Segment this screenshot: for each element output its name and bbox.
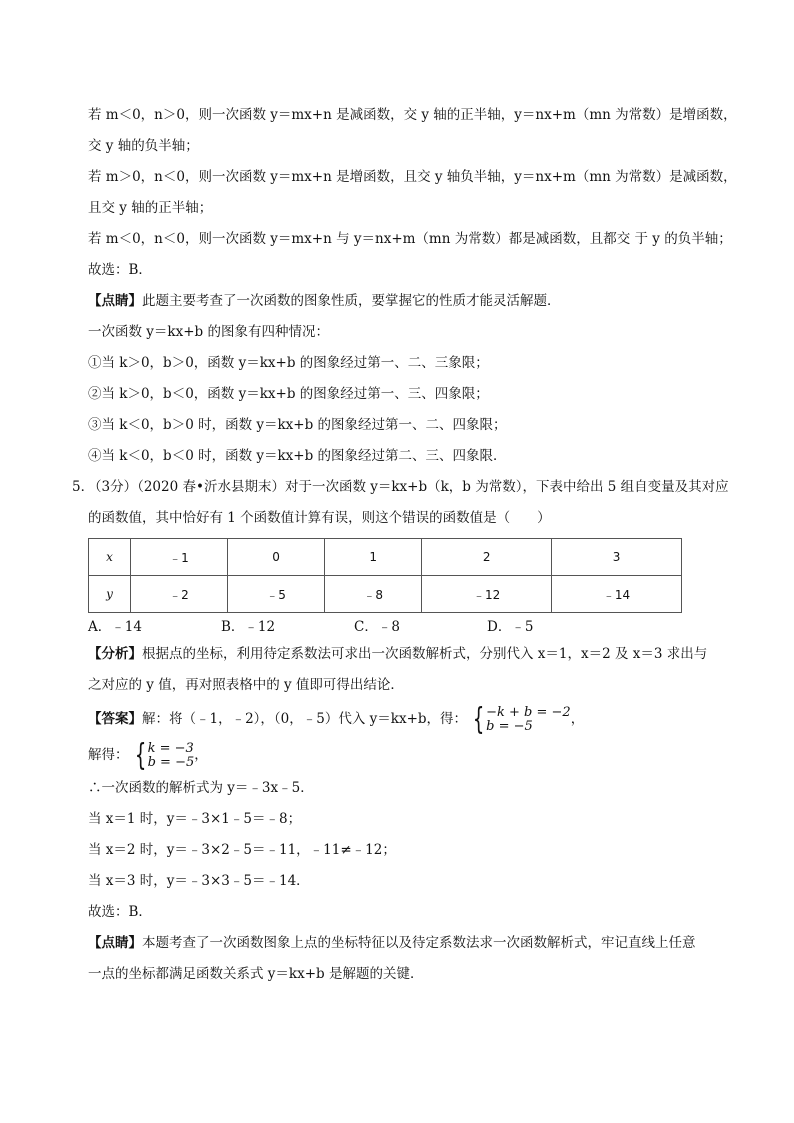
dianjing-2-line2: 一点的坐标都满足函数关系式 y＝kx+b 是解题的关键． — [88, 966, 424, 982]
dianjing-tag: 【点睛】 — [88, 935, 142, 951]
brace-icon: { — [134, 737, 146, 773]
table-cell: ﹣5 — [228, 576, 325, 613]
value-table — [88, 538, 682, 613]
analysis-tag: 【分析】 — [88, 646, 142, 662]
option-c[interactable]: C．﹣8 — [354, 619, 400, 635]
answer-step: ∴一次函数的解析式为 y＝﹣3x﹣5． — [88, 780, 314, 796]
case-item: ①当 k＞0，b＞0，函数 y＝kx+b 的图象经过第一、二、三象限； — [88, 355, 489, 371]
table-cell: ﹣2 — [130, 576, 227, 613]
table-cell: ﹣1 — [130, 539, 227, 576]
analysis-text: 根据点的坐标，利用待定系数法可求出一次函数解析式，分别代入 x＝1，x＝2 及 x＝3 求出与 — [142, 646, 708, 662]
analysis-line2: 之对应的 y 值，再对照表格中的 y 值即可得出结论． — [88, 677, 404, 693]
table-row-x — [89, 539, 682, 576]
question-text-line2: 的函数值，其中恰好有 1 个函数值计算有误，则这个错误的函数值是（ ） — [88, 510, 551, 526]
table-header-x: x — [89, 539, 131, 576]
answer-suffix: ， — [570, 711, 585, 727]
equation-system-2 — [131, 737, 195, 773]
table-cell: ﹣12 — [422, 576, 552, 613]
case-item: ②当 k＞0，b＜0，函数 y＝kx+b 的图象经过第一、三、四象限； — [88, 386, 489, 402]
answer — [88, 701, 708, 737]
dianjing-1 — [88, 286, 708, 317]
solve-prefix: 解得： — [88, 747, 129, 763]
intro-line: 若 m＜0，n＞0，则一次函数 y＝mx+n 是减函数，交 y 轴的正半轴，y＝nx+m（mn 为常数）是增函数， — [88, 107, 737, 123]
option-d[interactable]: D．﹣5 — [487, 619, 534, 635]
dianjing-2 — [88, 928, 708, 959]
table-row-y — [89, 576, 682, 613]
table-cell: ﹣8 — [325, 576, 422, 613]
table-cell: 2 — [422, 539, 552, 576]
page-content — [72, 100, 737, 990]
answer-step: 当 x＝2 时，y＝﹣3×2﹣5＝﹣11，﹣11≠﹣12； — [88, 842, 396, 858]
answer-options — [88, 615, 708, 639]
intro-line: 若 m＜0，n＜0，则一次函数 y＝mx+n 与 y＝nx+m（mn 为常数）都是减函数，且都交 于 y 的负半轴； — [88, 231, 732, 247]
equation: k = −3 — [147, 740, 194, 756]
option-b[interactable]: B．﹣12 — [221, 619, 276, 635]
answer-step: 当 x＝1 时，y＝﹣3×1﹣5＝﹣8； — [88, 811, 302, 827]
intro-line: 交 y 轴的负半轴； — [88, 138, 199, 154]
question-5 — [72, 472, 729, 503]
table-header-y: y — [89, 576, 131, 613]
answer-step: 故选：B． — [88, 904, 152, 920]
table-cell: 3 — [552, 539, 682, 576]
table-cell: 0 — [228, 539, 325, 576]
case-item: ④当 k＜0，b＜0 时，函数 y＝kx+b 的图象经过第二、三、四象限． — [88, 448, 507, 464]
intro-line: 故选：B． — [88, 262, 152, 278]
answer-step: 当 x＝3 时，y＝﹣3×3﹣5＝﹣14． — [88, 873, 310, 889]
question-text: （3分）（2020 春•沂水县期末）对于一次函数 y＝kx+b（k，b 为常数），下表中给出 5 组自变量及其对应 — [88, 479, 729, 495]
dianjing-text: 此题主要考查了一次函数的图象性质，要掌握它的性质才能灵活解题． — [142, 293, 561, 309]
equation: b = −5 — [147, 754, 195, 770]
question-number: 5． — [72, 479, 95, 495]
dianjing-tag: 【点睛】 — [88, 293, 142, 309]
table-cell: 1 — [325, 539, 422, 576]
solve-line — [88, 737, 708, 773]
dianjing-text: 本题考查了一次函数图象上点的坐标特征以及待定系数法求一次函数解析式，牢记直线上任意 — [142, 935, 696, 951]
brace-icon: { — [472, 701, 485, 737]
table-cell: ﹣14 — [552, 576, 682, 613]
equation-system-1 — [469, 701, 571, 737]
answer-text: 解：将（﹣1，﹣2），（0，﹣5）代入 y＝kx+b，得： — [142, 711, 468, 727]
intro-line: 且交 y 轴的正半轴； — [88, 200, 213, 216]
answer-tag: 【答案】 — [88, 711, 142, 727]
case-item: ③当 k＜0，b＞0 时，函数 y＝kx+b 的图象经过第一、二、四象限； — [88, 417, 507, 433]
intro-line: 若 m＞0，n＜0，则一次函数 y＝mx+n 是增函数，且交 y 轴负半轴，y＝nx+m（mn 为常数）是减函数， — [88, 169, 737, 185]
equation: b = −5 — [486, 718, 533, 734]
option-a[interactable]: A．﹣14 — [88, 619, 142, 635]
solve-suffix: ， — [194, 747, 208, 763]
cases-intro: 一次函数 y＝kx+b 的图象有四种情况： — [88, 324, 329, 340]
equation: −k + b = −2 — [486, 704, 571, 720]
analysis — [88, 639, 708, 670]
